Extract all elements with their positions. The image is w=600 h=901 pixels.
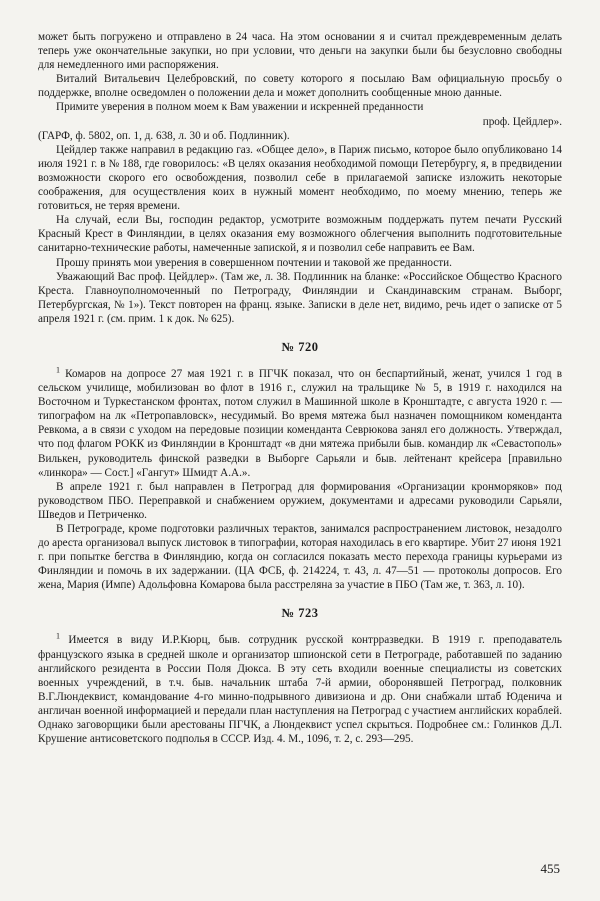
paragraph: Примите уверения в полном моем к Вам уважении и искренней преданности: [56, 101, 424, 114]
paragraph: В апреле 1921 г. был направлен в Петроград для формирования «Организации кронморяков» под руководством ПБО. Переправкой и снабжением оружием, документами и адресами руководили Сарьяли, Шведов и Петриченко.: [38, 480, 562, 521]
footnote-text: Комаров на допросе 27 мая 1921 г. в ПГЧК показал, что он беспартийный, женат, учился 1 год в сельском училище, мобилизован во флот в 1916 г., служил на тральщике № 5, в 1919 г. находился на Восточном и Туркестанском фронтах, потом служил в Машинной школе в Кронштадте, с августа 1920 г. — типографом на лк «Петропавловск», несудимый. Во время мятежа был назначен помощником коменданта Ревкома, а в связи с уходом на передовые позиции коменданта Севрюкова занял его должность. Утверждал, что под флагом РОКК из Финляндии в Кронштадт «в дни мятежа прибыли быв. командир лк «Севастополь» Вилькен, руководитель финской разведки в Выборге Сарьяли и быв. лейтенант крейсера [правильно «линкора» — Сост.] «Гангут» Шмидт А.А.».: [38, 367, 562, 479]
paragraph: В Петрограде, кроме подготовки различных терактов, занимался распространением листовок, незадолго до ареста организовал выпуск листовок в типографии, которая находилась в его квартире. Убит 27 июня 1921 г. при попытке бегства в Финляндию, когда он согласился показать место перехода границы курьерами из Финляндии и помочь в их задержании. (ЦА ФСБ, ф. 214224, т. 43, л. 47—51 — протоколы допросов. Его жена, Мария (Импе) Адольфовна Комарова была расстреляна за участие в ПБО (Там же, т. 363, л. 10).: [38, 523, 562, 592]
section-heading-720: № 720: [281, 339, 319, 354]
footnote-paragraph: [38, 633, 562, 746]
section-heading-723: № 723: [281, 606, 319, 621]
footnote-marker: 1: [56, 631, 60, 641]
paragraph: На случай, если Вы, господин редактор, усмотрите возможным поддержать путем печати Русский Красный Крест в Финляндии, в целях оказания ему возможного облегчения выполнить подготовительные санитарно-технические работы, намеченные запиской, я и позволил себе направить ее Вам.: [38, 214, 562, 255]
paragraph: Уважающий Вас проф. Цейдлер». (Там же, л. 38. Подлинник на бланке: «Российское Общество Красного Креста. Главноуполномоченный по Петрограду, Финляндии и Скандинавским странам. Выборг, Петербургская, № 1»). Текст повторен на франц. языке. Записки в деле нет, видимо, речь идет о записке от 5 апреля 1921 г. (см. прим. 1 к док. № 625).: [38, 270, 562, 325]
paragraph: может быть погружено и отправлено в 24 часа. На этом основании я и считал преждевременным делать теперь уже окончательные закупки, но при условии, что деньги на закупки были бы безусловно свободны для немедленного ими распоряжения.: [38, 31, 562, 72]
paragraph: Цейдлер также направил в редакцию газ. «Общее дело», в Париж письмо, которое было опубликовано 14 июля 1921 г. в № 188, где говорилось: «В целях оказания необходимой помощи Петербургу, я, в предвидении возможности скорого его освобождения, позволил себе в прилагаемой записке изложить некоторые соображения, для осуществления коих в нужный момент необходимо, по моему мнению, теперь же готовиться, не теряя времени.: [38, 143, 562, 213]
paragraph: Прошу принять мои уверения в совершенном почтении и таковой же преданности.: [56, 256, 452, 269]
footnote-marker: 1: [56, 365, 60, 375]
page-number: 455: [540, 861, 560, 876]
paragraph: Виталий Витальевич Целебровский, по совету которого я посылаю Вам официальную просьбу о поддержке, вполне осведомлен о положении дела и может дополнить сообщенные мною данные.: [38, 73, 562, 100]
source-citation: (ГАРФ, ф. 5802, оп. 1, д. 638, л. 30 и об. Подлинник).: [38, 129, 290, 142]
footnote-paragraph: [38, 367, 562, 480]
signature: проф. Цейдлер».: [482, 115, 562, 128]
footnote-text: Имеется в виду И.Р.Кюрц, быв. сотрудник русской контрразведки. В 1919 г. преподаватель французского языка в средней школе и организатор шпионской сети в Петрограде, работавшей по заданию английского резидента в России Поля Дюкса. В эту сеть входили военные специалисты из советских военных учреждений, в т.ч. быв. начальник штаба 7-й армии, оборонявшей Петроград, полковник В.Г.Люндеквист, командование 4-го минно-подрывного дивизиона и др. Они снабжали штаб Юденича и англичан военной информацией и передали план наступления на Петроград с участием английских кораблей. Однако заговорщики были арестованы ПГЧК, а Люндеквист успел скрыться. Подробнее см.: Голинков Д.Л. Крушение антисоветского подполья в СССР. Изд. 4. М., 1096, т. 2, с. 293—295.: [38, 634, 562, 746]
